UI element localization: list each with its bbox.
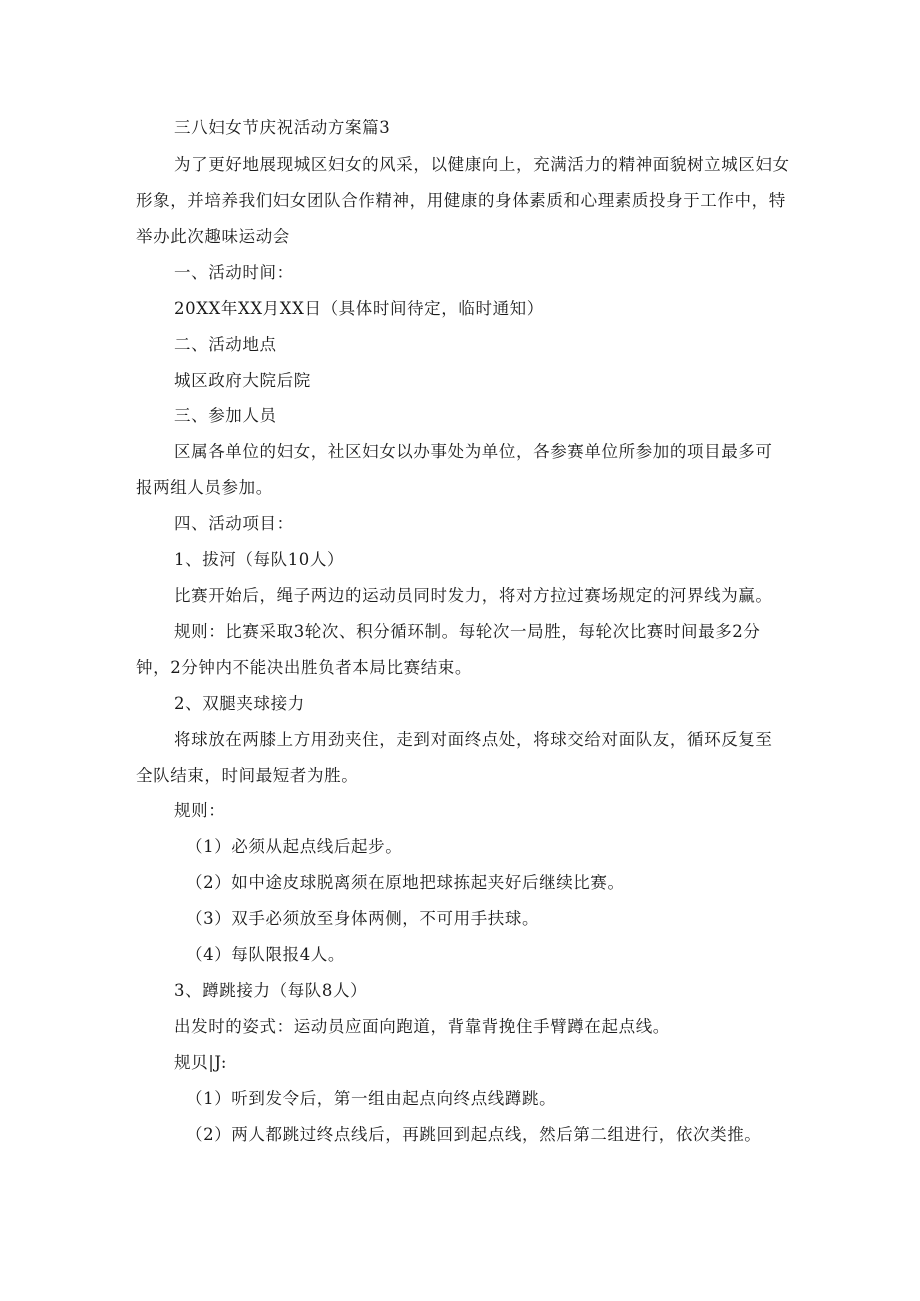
intro-line-3: 举办此次趣味运动会	[136, 227, 290, 246]
section2-text: 城区政府大院后院	[174, 371, 311, 390]
item2-rule-4: （4）每队限报4人。	[186, 945, 345, 964]
section1-text: 20XX年XX月XX日（具体时间待定，临时通知）	[174, 299, 544, 318]
item3-rule-1: （1）听到发令后，第一组由起点向终点线蹲跳。	[186, 1089, 557, 1108]
item1-title: 1、拔河（每队10人）	[174, 550, 345, 569]
item1-desc: 比赛开始后，绳子两边的运动员同时发力，将对方拉过赛场规定的河界线为赢。	[174, 586, 773, 605]
item1-rules-line-1: 规则：比赛采取3轮次、积分循环制。每轮次一局胜，每轮次比赛时间最多2分	[174, 622, 761, 641]
item3-desc: 出发时的姿式：运动员应面向跑道，背靠背挽住手臂蹲在起点线。	[174, 1017, 670, 1036]
item1-rules-line-2: 钟，2分钟内不能决出胜负者本局比赛结束。	[136, 658, 472, 677]
item2-desc-line-2: 全队结束，时间最短者为胜。	[136, 766, 359, 785]
section2-heading: 二、活动地点	[174, 335, 277, 354]
intro-line-2: 形象，并培养我们妇女团队合作精神，用健康的身体素质和心理素质投身于工作中，特	[136, 191, 786, 210]
document-title: 三八妇女节庆祝活动方案篇3	[174, 118, 391, 137]
item2-rule-2: （2）如中途皮球脱离须在原地把球拣起夹好后继续比赛。	[186, 873, 625, 892]
item2-title: 2、双腿夹球接力	[174, 694, 305, 713]
section3-text-line-2: 报两组人员参加。	[136, 478, 273, 497]
item3-title: 3、蹲跳接力（每队8人）	[174, 981, 368, 1000]
item2-desc-line-1: 将球放在两膝上方用劲夹住，走到对面终点处，将球交给对面队友，循环反复至	[174, 730, 773, 749]
item2-rule-3: （3）双手必须放至身体两侧，不可用手扶球。	[186, 909, 540, 928]
section3-heading: 三、参加人员	[174, 406, 277, 425]
section1-heading: 一、活动时间：	[174, 263, 294, 282]
item2-rules-label: 规则：	[174, 801, 226, 820]
section4-heading: 四、活动项目：	[174, 514, 294, 533]
item3-rules-label: 规贝|J:	[174, 1053, 228, 1072]
item3-rule-2: （2）两人都跳过终点线后，再跳回到起点线，然后第二组进行，依次类推。	[186, 1125, 762, 1144]
intro-line-1: 为了更好地展现城区妇女的风采，以健康向上，充满活力的精神面貌树立城区妇女	[174, 155, 790, 174]
section3-text-line-1: 区属各单位的妇女，社区妇女以办事处为单位，各参赛单位所参加的项目最多可	[174, 442, 773, 461]
item2-rule-1: （1）必须从起点线后起步。	[186, 837, 403, 856]
